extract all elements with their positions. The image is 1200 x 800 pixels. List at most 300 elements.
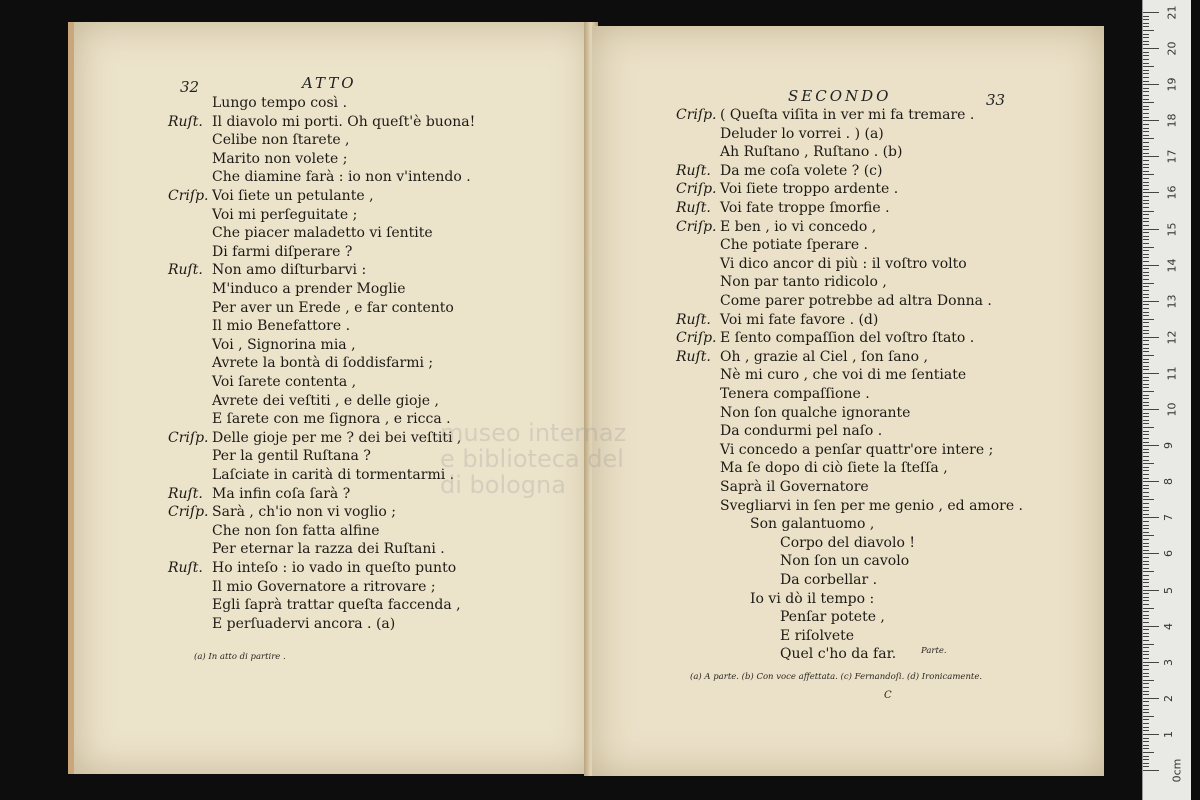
ruler-tick xyxy=(1143,597,1149,598)
ruler-tick xyxy=(1143,52,1149,53)
ruler-tick xyxy=(1143,445,1159,446)
ruler-label: 19 xyxy=(1165,77,1179,92)
verse-line: Io vi dò il tempo : xyxy=(750,590,875,607)
ruler-tick xyxy=(1143,185,1149,186)
ruler-tick xyxy=(1143,308,1149,309)
watermark-line-3: di bologna xyxy=(440,471,566,499)
verse-line: Corpo del diavolo ! xyxy=(780,534,915,551)
ruler-tick xyxy=(1143,63,1149,64)
verse-line: E riſolvete xyxy=(780,627,855,644)
verse-line: Di farmi diſperare ? xyxy=(212,243,353,260)
verse-line: Quel c'ho da far. xyxy=(780,646,897,663)
verse-line: Il diavolo mi porti. Oh queſt'è buona! xyxy=(212,113,476,130)
speaker-label: Criſp. xyxy=(168,504,209,521)
verse-line: E ben , io vi concedo , xyxy=(720,218,877,235)
ruler-tick xyxy=(1143,763,1149,764)
ruler-label: 18 xyxy=(1165,113,1179,128)
ruler-tick xyxy=(1143,142,1149,143)
speaker-label: Criſp. xyxy=(168,188,209,204)
ruler-tick xyxy=(1143,470,1149,471)
ruler-tick xyxy=(1143,26,1149,27)
ruler-label: 4 xyxy=(1162,622,1175,630)
ruler-tick xyxy=(1143,748,1149,749)
ruler-tick xyxy=(1143,622,1149,623)
ruler-tick xyxy=(1143,651,1149,652)
ruler-tick xyxy=(1143,340,1149,341)
verse-line: Vi concedo a penſar quattr'ore intere ; xyxy=(720,441,994,458)
ruler-tick xyxy=(1143,460,1149,461)
ruler-tick xyxy=(1143,135,1149,136)
ruler-tick xyxy=(1143,636,1149,637)
ruler-tick xyxy=(1143,766,1149,767)
ruler-tick xyxy=(1143,413,1149,414)
ruler-tick xyxy=(1143,124,1149,125)
ruler-tick xyxy=(1143,615,1149,616)
ruler-label: 17 xyxy=(1165,149,1179,164)
ruler-tick xyxy=(1143,120,1159,121)
ruler-tick xyxy=(1143,294,1149,295)
ruler-tick xyxy=(1143,66,1154,67)
ruler-tick xyxy=(1143,488,1149,489)
ruler-tick xyxy=(1143,109,1149,110)
ruler-tick xyxy=(1143,77,1149,78)
ruler-tick xyxy=(1143,207,1149,208)
ruler-tick xyxy=(1143,719,1149,720)
ruler-tick xyxy=(1143,586,1149,587)
ruler-tick xyxy=(1143,229,1159,230)
ruler-tick xyxy=(1143,344,1149,345)
ruler-tick xyxy=(1143,745,1149,746)
ruler-tick xyxy=(1143,286,1149,287)
ruler-tick xyxy=(1143,420,1149,421)
ruler-tick xyxy=(1143,19,1149,20)
ruler-tick xyxy=(1143,564,1149,565)
verse-line: Ho inteſo : io vado in queſto punto xyxy=(212,560,457,576)
ruler-tick xyxy=(1143,640,1149,641)
ruler-label: 13 xyxy=(1165,294,1179,309)
ruler-tick xyxy=(1143,734,1159,735)
ruler-tick xyxy=(1143,391,1154,392)
ruler-tick xyxy=(1143,218,1149,219)
ruler-tick xyxy=(1143,160,1149,161)
ruler-tick xyxy=(1143,658,1149,659)
verse-line: Per aver un Erede , e far contento xyxy=(212,299,454,316)
ruler-tick xyxy=(1143,250,1149,251)
ruler-tick xyxy=(1143,395,1149,396)
ruler-tick xyxy=(1143,463,1154,464)
ruler-tick xyxy=(1143,442,1149,443)
ruler-tick xyxy=(1143,507,1149,508)
verse-line: Celibe non ſtarete , xyxy=(212,132,350,149)
ruler-tick xyxy=(1143,319,1154,320)
ruler-tick xyxy=(1143,600,1149,601)
right-running-header: SECONDO xyxy=(788,87,892,105)
verse-line: Il mio Benefattore . xyxy=(212,318,351,335)
verse-line: Deluder lo vorrei . ) (a) xyxy=(720,125,884,142)
ruler-tick xyxy=(1143,517,1159,518)
verse-line: Come parer potrebbe ad altra Donna . xyxy=(720,293,992,309)
ruler-label: 6 xyxy=(1162,550,1175,558)
ruler-tick xyxy=(1143,322,1149,323)
speaker-label: Criſp. xyxy=(168,429,209,446)
ruler-label: 5 xyxy=(1162,586,1175,594)
right-page-number: 33 xyxy=(986,91,1006,109)
verse-line: Marito non volete ; xyxy=(212,150,348,167)
verse-line: Son galantuomo , xyxy=(750,516,875,533)
ruler-tick xyxy=(1143,568,1149,569)
ruler-label: 9 xyxy=(1162,442,1175,450)
ruler-tick xyxy=(1143,683,1149,684)
ruler-tick xyxy=(1143,387,1149,388)
ruler-tick xyxy=(1143,492,1149,493)
ruler-tick xyxy=(1143,474,1149,475)
ruler-tick xyxy=(1143,34,1149,35)
verse-line: Ma infin coſa ſarà ? xyxy=(212,485,351,502)
speaker-label: Ruſt. xyxy=(676,200,711,216)
ruler-tick xyxy=(1143,478,1149,479)
ruler-tick xyxy=(1143,304,1149,305)
verse-line: Avrete la bontà di ſoddisfarmi ; xyxy=(212,355,434,372)
ruler-tick xyxy=(1143,196,1149,197)
ruler-tick xyxy=(1143,192,1159,193)
verse-line: E perſuadervi ancora . (a) xyxy=(212,615,396,632)
speaker-label: Ruſt. xyxy=(676,311,711,328)
verse-line: Saprà il Governatore xyxy=(720,479,869,495)
ruler-tick xyxy=(1143,503,1149,504)
watermark-line-1: museo internaz xyxy=(440,419,627,447)
ruler-tick xyxy=(1143,741,1149,742)
ruler-tick xyxy=(1143,174,1154,175)
ruler-tick xyxy=(1143,730,1149,731)
ruler-tick xyxy=(1143,644,1154,645)
verse-line: Lungo tempo così . xyxy=(212,95,348,111)
ruler-tick xyxy=(1143,654,1149,655)
ruler-label: 10 xyxy=(1165,402,1179,417)
ruler-tick xyxy=(1143,691,1149,692)
ruler-tick xyxy=(1143,611,1149,612)
ruler-tick xyxy=(1143,44,1149,45)
verse-line: Che diamine farà : io non v'intendo . xyxy=(212,169,471,186)
ruler-tick xyxy=(1143,633,1149,634)
ruler-tick xyxy=(1143,626,1159,627)
verse-line: Voi fate troppe ſmorfie . xyxy=(720,200,890,216)
ruler-tick xyxy=(1143,23,1149,24)
ruler-tick xyxy=(1143,449,1149,450)
ruler-tick xyxy=(1143,510,1149,511)
speaker-label: Criſp. xyxy=(676,181,717,198)
ruler-tick xyxy=(1143,561,1149,562)
left-footnote: (a) In atto di partire . xyxy=(194,652,286,662)
ruler-tick xyxy=(1143,434,1149,435)
ruler-tick xyxy=(1143,272,1149,273)
ruler-tick xyxy=(1143,456,1149,457)
ruler-label: 21 xyxy=(1165,5,1179,20)
ruler-label: 3 xyxy=(1162,658,1175,666)
ruler-tick xyxy=(1143,380,1149,381)
ruler-tick xyxy=(1143,705,1149,706)
verse-line: Che non ſon fatta alfine xyxy=(212,522,380,539)
ruler-tick xyxy=(1143,171,1149,172)
speaker-label: Ruſt. xyxy=(168,485,203,502)
ruler-tick xyxy=(1143,138,1154,139)
verse-line: Voi mi perſeguitate ; xyxy=(212,206,358,223)
verse-line: Che potiate ſperare . xyxy=(720,237,869,254)
ruler-label: 16 xyxy=(1165,185,1179,200)
ruler-tick xyxy=(1143,438,1149,439)
verse-line: Vi dico ancor di più : il voſtro volto xyxy=(720,255,967,272)
ruler-tick xyxy=(1143,369,1149,370)
ruler-tick xyxy=(1143,481,1159,482)
ruler-tick xyxy=(1143,546,1149,547)
ruler-tick xyxy=(1143,582,1149,583)
ruler-tick xyxy=(1143,312,1149,313)
verse-line: Che piacer maladetto vi ſentite xyxy=(212,225,433,242)
ruler-tick xyxy=(1143,189,1149,190)
ruler-tick xyxy=(1143,261,1149,262)
verse-line: M'induco a prender Moglie xyxy=(212,281,406,297)
watermark-line-2: e biblioteca del xyxy=(440,445,624,473)
verse-line: Voi ſiete troppo ardente . xyxy=(720,181,899,198)
ruler-tick xyxy=(1143,257,1149,258)
ruler-tick xyxy=(1143,149,1149,150)
ruler-tick xyxy=(1143,225,1149,226)
verse-line: E ſento compaſſion del voſtro ſtato . xyxy=(720,330,975,347)
ruler-tick xyxy=(1143,662,1159,663)
ruler-tick xyxy=(1143,485,1149,486)
ruler-tick xyxy=(1143,362,1149,363)
ruler-tick xyxy=(1143,398,1149,399)
ruler-tick xyxy=(1143,756,1149,757)
ruler-tick xyxy=(1143,593,1149,594)
ruler-tick xyxy=(1143,290,1149,291)
ruler-tick xyxy=(1143,680,1154,681)
ruler-tick xyxy=(1143,423,1149,424)
verse-line: Penſar potete , xyxy=(780,609,885,626)
ruler-tick xyxy=(1143,373,1159,374)
verse-line: Voi mi fate favore . (d) xyxy=(720,311,879,328)
ruler-tick xyxy=(1143,665,1149,666)
ruler-tick xyxy=(1143,528,1149,529)
ruler-tick xyxy=(1143,55,1149,56)
ruler-tick xyxy=(1143,211,1154,212)
verse-line: Non ſon qualche ignorante xyxy=(720,404,911,421)
ruler-tick xyxy=(1143,333,1149,334)
measurement-ruler xyxy=(1142,0,1191,800)
right-footnote: (a) A parte. (b) Con voce affettata. (c) Fernandoſi. (d) Ironicamente. xyxy=(690,672,983,682)
ruler-label: 11 xyxy=(1165,366,1179,381)
speaker-label: Ruſt. xyxy=(168,262,203,279)
ruler-tick xyxy=(1143,131,1149,132)
ruler-tick xyxy=(1143,70,1149,71)
ruler-tick xyxy=(1143,301,1159,302)
speaker-label: Ruſt. xyxy=(168,560,203,576)
ruler-tick xyxy=(1143,48,1159,49)
ruler-tick xyxy=(1143,521,1149,522)
ruler-label: 1 xyxy=(1162,730,1175,738)
ruler-tick xyxy=(1143,629,1149,630)
verse-line: Ma ſe dopo di ciò ſiete la ſteſſa , xyxy=(720,460,948,477)
ruler-tick xyxy=(1143,164,1149,165)
ruler-tick xyxy=(1143,146,1149,147)
ruler-tick xyxy=(1143,214,1149,215)
ruler-tick xyxy=(1143,221,1149,222)
ruler-tick xyxy=(1143,709,1149,710)
ruler-tick xyxy=(1143,431,1149,432)
verse-line: Nè mi curo , che voi di me ſentiate xyxy=(720,367,967,384)
verse-line: Da corbellar . xyxy=(780,572,878,588)
ruler-tick xyxy=(1143,532,1149,533)
speaker-label: Criſp. xyxy=(676,330,717,347)
signature-mark: C xyxy=(884,690,892,701)
ruler-tick xyxy=(1143,156,1159,157)
ruler-tick xyxy=(1143,326,1149,327)
ruler-tick xyxy=(1143,254,1149,255)
ruler-tick xyxy=(1143,84,1159,85)
verse-line: E ſarete con me ſignora , e ricca . xyxy=(212,411,451,428)
ruler-tick xyxy=(1143,113,1149,114)
ruler-tick xyxy=(1143,496,1149,497)
ruler-tick xyxy=(1143,95,1149,96)
verse-line: Ah Ruſtano , Ruſtano . (b) xyxy=(720,144,903,161)
ruler-tick xyxy=(1143,727,1149,728)
ruler-tick xyxy=(1143,167,1149,168)
speaker-label: Criſp. xyxy=(676,218,717,235)
ruler-tick xyxy=(1143,182,1149,183)
ruler-tick xyxy=(1143,330,1149,331)
ruler-tick xyxy=(1143,359,1149,360)
ruler-tick xyxy=(1143,243,1149,244)
ruler-tick xyxy=(1143,203,1149,204)
ruler-tick xyxy=(1143,315,1149,316)
verse-line: Oh , grazie al Ciel , ſon ſano , xyxy=(720,348,928,365)
verse-line: Avrete dei veſtiti , e delle gioje , xyxy=(212,392,439,409)
ruler-tick xyxy=(1143,81,1149,82)
ruler-tick xyxy=(1143,525,1149,526)
verse-line: Non par tanto ridicolo , xyxy=(720,274,887,291)
stage-direction-exit: Parte. xyxy=(921,646,947,656)
ruler-tick xyxy=(1143,236,1149,237)
ruler-tick xyxy=(1143,337,1159,338)
ruler-tick xyxy=(1143,499,1154,500)
ruler-tick xyxy=(1143,117,1149,118)
verse-line: ( Queſta viſita in ver mi fa tremare . xyxy=(720,107,975,123)
ruler-tick xyxy=(1143,553,1159,554)
verse-line: Egli ſaprà trattar queſta faccenda , xyxy=(212,597,461,614)
ruler-tick xyxy=(1143,297,1149,298)
ruler-tick xyxy=(1143,618,1149,619)
ruler-tick xyxy=(1143,405,1149,406)
left-page-number: 32 xyxy=(180,78,200,96)
ruler-tick xyxy=(1143,676,1149,677)
ruler-tick xyxy=(1143,355,1154,356)
ruler-tick xyxy=(1143,200,1149,201)
verse-line: Non amo diſturbarvi : xyxy=(212,262,367,279)
ruler-tick xyxy=(1143,579,1149,580)
verse-line: Delle gioje per me ? dei bei veſtiti , xyxy=(212,429,462,446)
ruler-tick xyxy=(1143,759,1149,760)
ruler-tick xyxy=(1143,590,1159,591)
ruler-label: 2 xyxy=(1162,694,1175,702)
ruler-tick xyxy=(1143,514,1149,515)
ruler-tick xyxy=(1143,416,1149,417)
ruler-tick xyxy=(1143,673,1149,674)
speaker-label: Ruſt. xyxy=(168,113,203,130)
ruler-tick xyxy=(1143,535,1154,536)
museum-watermark xyxy=(440,420,626,498)
ruler-tick xyxy=(1143,232,1149,233)
left-running-header: ATTO xyxy=(302,74,357,92)
ruler-label: 20 xyxy=(1165,41,1179,56)
ruler-tick xyxy=(1143,268,1149,269)
ruler-tick xyxy=(1143,384,1149,385)
ruler-tick xyxy=(1143,178,1149,179)
ruler-tick xyxy=(1143,669,1149,670)
ruler-tick xyxy=(1143,348,1149,349)
ruler-tick xyxy=(1143,575,1149,576)
ruler-tick xyxy=(1143,550,1149,551)
ruler-tick xyxy=(1143,608,1154,609)
speaker-label: Ruſt. xyxy=(676,162,711,179)
verse-line: Laſciate in carità di tormentarmi . xyxy=(212,467,455,483)
ruler-label: 7 xyxy=(1162,514,1175,522)
ruler-label: 8 xyxy=(1162,478,1175,486)
ruler-tick xyxy=(1143,557,1149,558)
ruler-tick xyxy=(1143,366,1149,367)
ruler-tick xyxy=(1143,701,1149,702)
ruler-tick xyxy=(1143,377,1149,378)
speaker-label: Ruſt. xyxy=(676,348,711,365)
ruler-label: 14 xyxy=(1165,258,1179,273)
ruler-tick xyxy=(1143,687,1149,688)
ruler-tick xyxy=(1143,694,1149,695)
ruler-tick xyxy=(1143,30,1154,31)
ruler-tick xyxy=(1143,239,1149,240)
ruler-tick xyxy=(1143,647,1149,648)
ruler-tick xyxy=(1143,73,1149,74)
verse-line: Il mio Governatore a ritrovare ; xyxy=(212,578,436,595)
ruler-tick xyxy=(1143,128,1149,129)
ruler-tick xyxy=(1143,752,1154,753)
ruler-tick xyxy=(1143,16,1149,17)
ruler-tick xyxy=(1143,153,1149,154)
ruler-tick xyxy=(1143,770,1159,771)
ruler-tick xyxy=(1143,279,1149,280)
ruler-tick xyxy=(1143,275,1149,276)
ruler-tick xyxy=(1143,91,1149,92)
ruler-label: 12 xyxy=(1165,330,1179,345)
ruler-label: 15 xyxy=(1165,222,1179,237)
ruler-tick xyxy=(1143,723,1149,724)
verse-line: Per eternar la razza dei Ruſtani . xyxy=(212,541,445,558)
verse-line: Voi ſiete un petulante , xyxy=(212,188,374,204)
ruler-tick xyxy=(1143,716,1154,717)
verse-line: Da condurmi pel naſo . xyxy=(720,423,883,440)
ruler-tick xyxy=(1143,427,1154,428)
ruler-tick xyxy=(1143,99,1149,100)
ruler-tick xyxy=(1143,247,1154,248)
verse-line: Tenera compaſſione . xyxy=(720,386,870,402)
ruler-tick xyxy=(1143,265,1159,266)
ruler-tick xyxy=(1143,12,1159,13)
ruler-tick xyxy=(1143,59,1149,60)
ruler-tick xyxy=(1143,571,1154,572)
ruler-tick xyxy=(1143,543,1149,544)
ruler-tick xyxy=(1143,452,1149,453)
ruler-tick xyxy=(1143,37,1149,38)
ruler-tick xyxy=(1143,712,1149,713)
ruler-tick xyxy=(1143,88,1149,89)
verse-line: Voi , Signorina mia , xyxy=(212,336,356,353)
